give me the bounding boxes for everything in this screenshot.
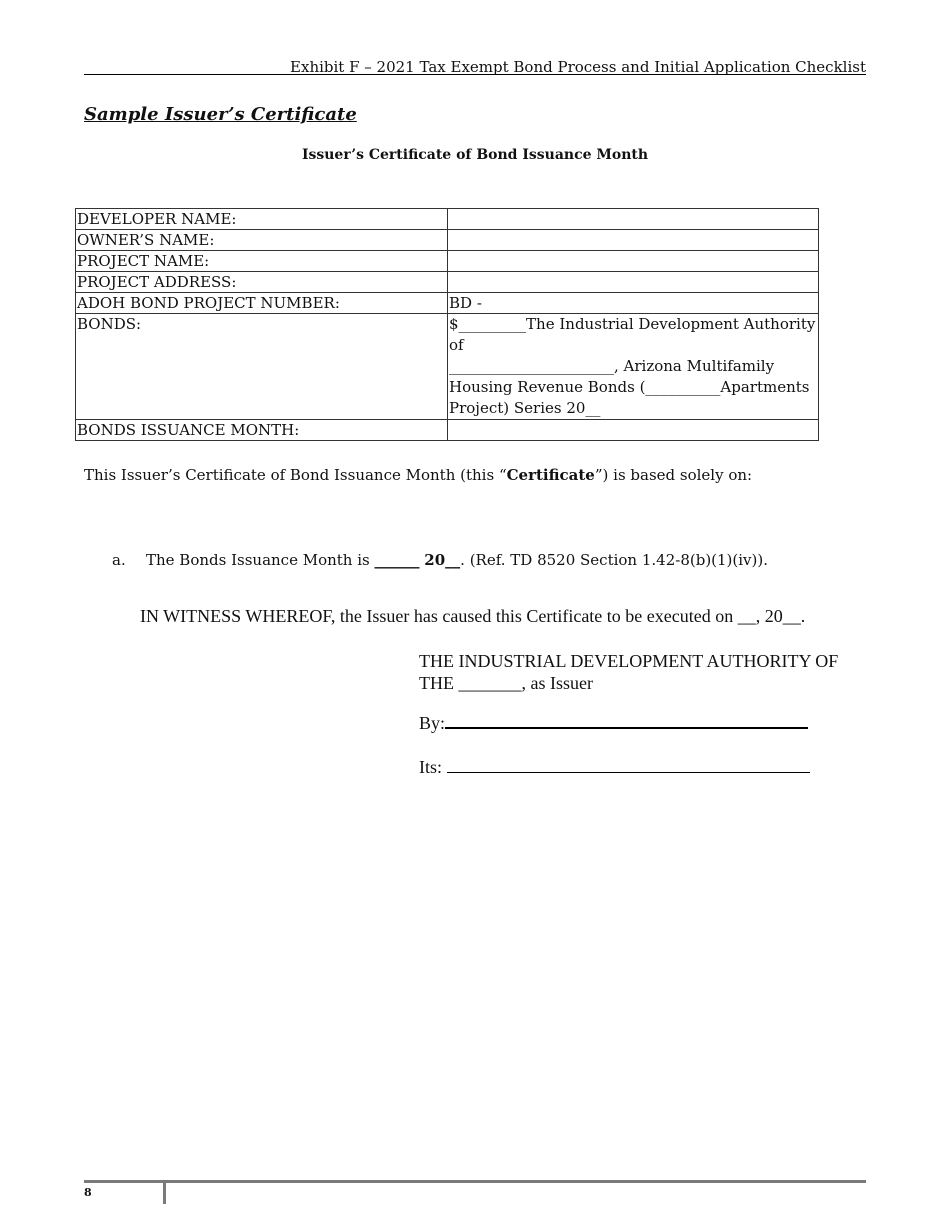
- project-name-field: [448, 251, 819, 272]
- issuer-block: [419, 650, 879, 694]
- item-prefix: The Bonds Issuance Month is: [146, 551, 375, 569]
- bonds-label: BONDS:: [76, 314, 448, 420]
- table-row: [76, 209, 819, 230]
- footer-divider-tick: [163, 1183, 166, 1204]
- bonds-text-2: , Arizona Multifamily: [614, 357, 775, 375]
- adoh-project-number-value: BD -: [448, 293, 819, 314]
- item-year-blank: 20__: [424, 551, 461, 569]
- developer-name-label: DEVELOPER NAME:: [76, 209, 448, 230]
- bonds-text-3: Housing Revenue Bonds (: [449, 378, 646, 396]
- bonds-issuer-blank: ______________________: [449, 357, 614, 375]
- intro-paragraph: [84, 466, 752, 484]
- footer-rule: [84, 1180, 866, 1183]
- bonds-issuance-month-label: BONDS ISSUANCE MONTH:: [76, 420, 448, 441]
- its-signature-line: [447, 772, 810, 773]
- signature-its: [419, 757, 810, 778]
- intro-suffix: ”) is based solely on:: [594, 466, 753, 484]
- item-month-blank: ______: [374, 551, 420, 569]
- table-row: [76, 251, 819, 272]
- list-item: [112, 551, 768, 569]
- bonds-series-blank: __: [585, 399, 601, 417]
- bonds-text-4: Apartments: [720, 378, 810, 396]
- list-marker: a.: [112, 551, 126, 569]
- project-address-label: PROJECT ADDRESS:: [76, 272, 448, 293]
- by-label: By:: [419, 713, 446, 733]
- adoh-project-number-label: ADOH BOND PROJECT NUMBER:: [76, 293, 448, 314]
- section-title: Sample Issuer’s Certificate: [84, 104, 357, 125]
- bonds-description: [448, 314, 819, 420]
- bonds-issuance-month-field: [448, 420, 819, 441]
- document-title: Issuer’s Certificate of Bond Issuance Month: [301, 147, 649, 163]
- its-label: Its:: [419, 757, 447, 777]
- bonds-text-5: Project) Series 20: [449, 399, 586, 417]
- certificate-info-table: [75, 208, 819, 441]
- table-row: [76, 314, 819, 420]
- header-rule: [84, 74, 866, 75]
- witness-clause: IN WITNESS WHEREOF, the Issuer has caused this Certificate to be executed on __, 20__.: [140, 606, 806, 626]
- bonds-amount-blank: _________: [458, 315, 527, 333]
- signature-by: [419, 713, 808, 734]
- issuer-line-2: THE _______, as Issuer: [419, 673, 593, 693]
- header-title: Exhibit F – 2021 Tax Exempt Bond Process and Initial Application Checklist: [290, 58, 866, 76]
- project-name-label: PROJECT NAME:: [76, 251, 448, 272]
- developer-name-field: [448, 209, 819, 230]
- table-row: [76, 420, 819, 441]
- intro-bold-term: Certificate: [506, 466, 595, 484]
- table-row: [76, 293, 819, 314]
- intro-prefix: This Issuer’s Certificate of Bond Issuance Month (this “: [84, 466, 507, 484]
- owner-name-field: [448, 230, 819, 251]
- bonds-dollar-sign: $: [449, 315, 459, 333]
- issuer-line-1: THE INDUSTRIAL DEVELOPMENT AUTHORITY OF: [419, 651, 839, 671]
- bonds-text-1: The Industrial Development Authority of: [449, 315, 816, 354]
- item-suffix: . (Ref. TD 8520 Section 1.42-8(b)(1)(iv)).: [460, 551, 769, 569]
- bonds-project-blank: __________: [645, 378, 721, 396]
- by-signature-line: [445, 727, 808, 729]
- page-number: 8: [84, 1186, 92, 1199]
- project-address-field: [448, 272, 819, 293]
- table-row: [76, 272, 819, 293]
- owner-name-label: OWNER’S NAME:: [76, 230, 448, 251]
- table-row: [76, 230, 819, 251]
